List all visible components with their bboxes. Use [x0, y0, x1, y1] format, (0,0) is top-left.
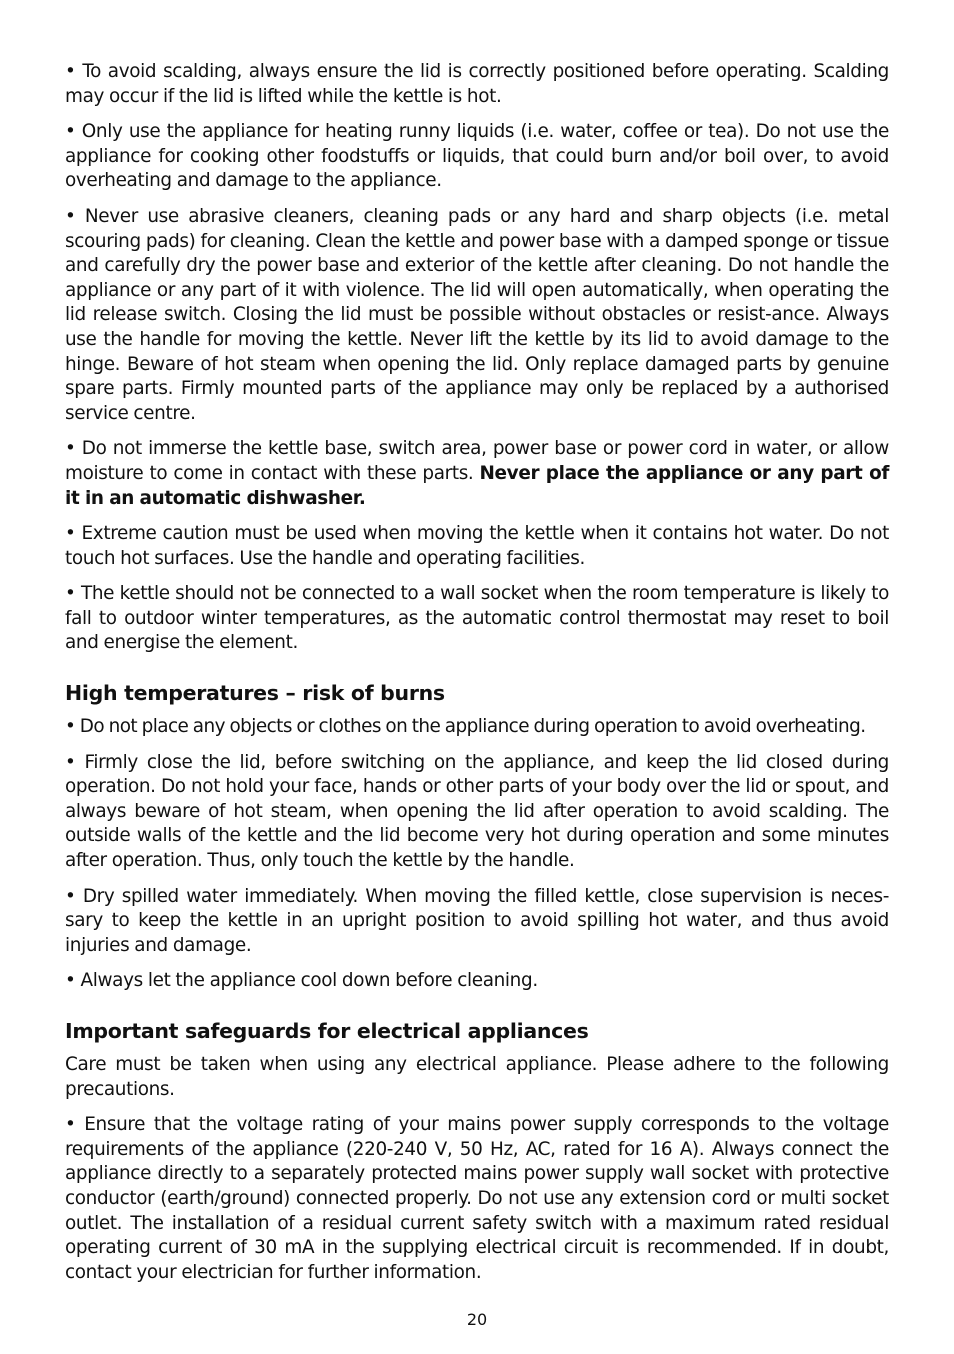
dishwasher-warning: Never place the appliance or any part of it in an automatic dishwasher. — [65, 462, 889, 509]
bullet-runny-liquids: • Only use the appliance for heating runny liquids (i.e. water, coffee or tea). Do not use the appliance for cooking other foodstuffs or liquids, that could burn and/or boil over, to avoid overheating and damage to the appliance. — [65, 121, 889, 192]
bullet-wall-socket: • The kettle should not be connected to a wall socket when the room temperature is likely to fall to outdoor winter temperatures, as the automatic control thermostat may reset to boil and energise the element. — [65, 583, 889, 654]
electrical-intro: Care must be taken when using any electrical appliance. Please adhere to the following precautions. — [65, 1054, 889, 1100]
bullet-voltage: • Ensure that the voltage rating of your mains power supply corresponds to the voltage requirements of the appliance (220-240 V, 50 Hz, AC, rated for 16 A). Always connect the appliance directly to a separately protected mains power supply wall socket with protective conductor (earth/ground) connected properly. Do not use any extension cord or multi socket outlet. The installation of a residual current safety switch with a maximum rated residual operating current of 30 mA in the supplying electrical circuit is recommended. If in doubt, contact your electrician for further information. — [65, 1114, 889, 1283]
bullet-caution-hot-water: • Extreme caution must be used when moving the kettle when it contains hot water. Do not touch hot surfaces. Use the handle and operating facilities. — [65, 523, 889, 569]
bullet-cleaning: • Never use abrasive cleaners, cleaning pads or any hard and sharp objects (i.e. metal scouring pads) for cleaning. Clean the kettle and power base with a damped sponge or tissue and carefully dry the power base and exterior of the kettle after cleaning. Do not handle the appliance or any part of it with violence. The lid will open automatically, when operating the lid release switch. Closing the lid must be possible without obstacles or resist-ance. Always use the handle for moving the kettle. Never lift the kettle by its lid to avoid damage to the hinge. Beware of hot steam when opening the lid. Only replace damaged parts by genuine spare parts. Firmly mounted parts of the appliance may only be replaced by a authorised service centre. — [65, 205, 889, 424]
immerse-text: • Do not immerse the kettle base, switch area, power base or power cord in water, or allow moisture to come in contact with these parts. — [65, 438, 889, 484]
heading-electrical: Important safeguards for electrical appliances — [65, 1019, 589, 1043]
page-number: 20 — [466, 1310, 488, 1329]
bullet-lid-scalding: • To avoid scalding, always ensure the lid is correctly positioned before operating. Scalding may occur if the lid is lifted while the kettle is hot. — [65, 61, 889, 107]
heading-burns: High temperatures – risk of burns — [65, 681, 445, 706]
bullet-immerse — [65, 437, 889, 511]
document-body — [65, 60, 889, 1296]
bullet-cool-down: • Always let the appliance cool down before cleaning. — [65, 970, 538, 992]
bullet-close-lid: • Firmly close the lid, before switching on the appliance, and keep the lid closed during operation. Do not hold your face, hands or other parts of your body over the lid or spout, and always beware of hot steam, when opening the lid after operation to avoid scalding. The outside walls of the kettle and the lid become very hot during operation and some minutes after operation. Thus, only touch the kettle by the handle. — [65, 751, 889, 872]
bullet-spilled-water: • Dry spilled water immediately. When moving the filled kettle, close supervision is neces-sary to keep the kettle in an upright position to avoid spilling hot water, and thus avoid injuries and damage. — [65, 885, 889, 956]
bullet-objects-clothes: • Do not place any objects or clothes on the appliance during operation to avoid overheating. — [65, 716, 866, 738]
